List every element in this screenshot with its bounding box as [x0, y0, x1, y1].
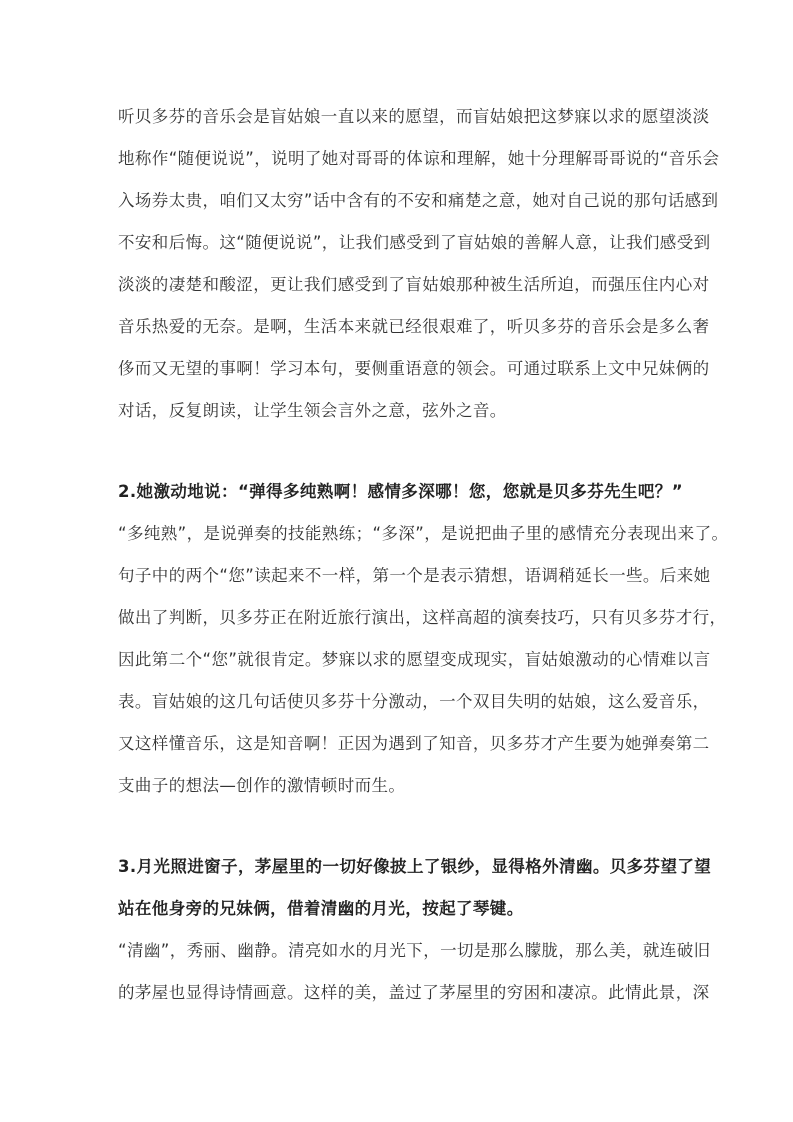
section-spacer — [118, 814, 678, 853]
text-line: “多纯熟”，是说弹奏的技能熟练；“多深”，是说把曲子里的感情充分表现出来了。 — [118, 524, 729, 543]
text-line: 不安和后悔。这“随便说说”，让我们感受到了盲姑娘的善解人意，让我们感受到 — [118, 233, 711, 252]
section-3-heading: 站在他身旁的兄妹俩，借着清幽的月光，按起了琴键。 — [118, 899, 524, 918]
text-line: 音乐热爱的无奈。是啊，生活本来就已经很艰难了，听贝多芬的音乐会是多么奢 — [118, 317, 710, 336]
text-line: 句子中的两个“您”读起来不一样，第一个是表示猜想，语调稍延长一些。后来她 — [118, 566, 711, 585]
document-page — [118, 103, 729, 1021]
text-line: 做出了判断，贝多芬正在附近旅行演出，这样高超的演奏技巧，只有贝多芬才行， — [118, 608, 727, 627]
text-line: 听贝多芬的音乐会是盲姑娘一直以来的愿望，而盲姑娘把这梦寐以求的愿望淡淡 — [118, 107, 710, 126]
text-line: 表。盲姑娘的这几句话使贝多芬十分激动，一个双目失明的姑娘，这么爱音乐， — [118, 692, 710, 711]
section-2 — [118, 478, 729, 814]
section-3 — [118, 853, 712, 1021]
section-2-heading: 2.她激动地说：“弹得多纯熟啊！感情多深哪！您，您就是贝多芬先生吧？” — [118, 482, 683, 501]
paragraph-1 — [118, 103, 720, 439]
text-line: 地称作“随便说说”，说明了她对哥哥的体谅和理解，她十分理解哥哥说的“音乐会 — [118, 149, 720, 168]
section-3-heading: 3.月光照进窗子，茅屋里的一切好像披上了银纱，显得格外清幽。贝多芬望了望 — [118, 857, 712, 876]
text-line: 入场券太贵，咱们又太穷”话中含有的不安和痛楚之意，她对自己说的那句话感到 — [118, 191, 719, 210]
text-line: 因此第二个“您”就很肯定。梦寐以求的愿望变成现实，盲姑娘激动的心情难以言 — [118, 650, 711, 669]
text-line: 又这样懂音乐，这是知音啊！正因为遇到了知音，贝多芬才产生要为她弹奏第二 — [118, 734, 710, 753]
text-line: 淡淡的凄楚和酸涩，更让我们感受到了盲姑娘那种被生活所迫，而强压住内心对 — [118, 275, 710, 294]
text-line: 的茅屋也显得诗情画意。这样的美，盖过了茅屋里的穷困和凄凉。此情此景，深 — [118, 983, 710, 1002]
section-spacer — [118, 439, 678, 478]
text-line: 支曲子的想法—创作的激情顿时而生。 — [118, 776, 406, 795]
text-line: 对话，反复朗读，让学生领会言外之意，弦外之音。 — [118, 401, 507, 420]
text-line: 侈而又无望的事啊！学习本句，要侧重语意的领会。可通过联系上文中兄妹俩的 — [118, 359, 710, 378]
text-line: “清幽”，秀丽、幽静。清亮如水的月光下，一切是那么朦胧，那么美，就连破旧 — [118, 941, 711, 960]
